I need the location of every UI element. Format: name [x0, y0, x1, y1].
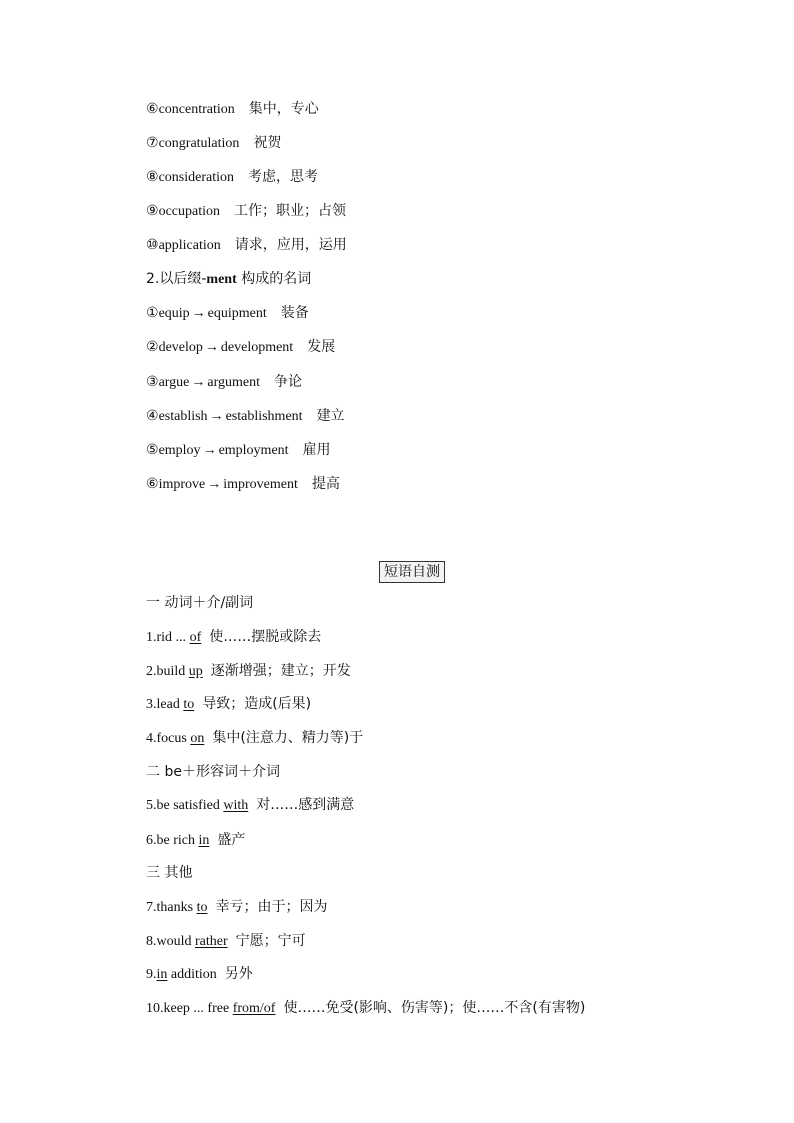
verb: equip — [158, 306, 190, 321]
english-word: concentration — [158, 102, 235, 117]
vocab-item — [146, 372, 302, 393]
item-number: ② — [146, 340, 159, 355]
vocab-item — [146, 201, 346, 222]
phrase-item — [146, 728, 363, 749]
verb: argue — [158, 375, 190, 390]
phrase-answer: rather — [195, 934, 228, 949]
vocab-item — [146, 406, 345, 427]
item-number: ① — [146, 306, 159, 321]
phrase-meaning: 另外 — [224, 966, 253, 982]
arrow-icon: → — [209, 409, 224, 424]
phrase-item — [146, 998, 585, 1019]
item-number: ④ — [146, 409, 159, 424]
verb: employ — [158, 443, 201, 458]
arrow-icon: → — [207, 477, 222, 492]
phrase-answer: to — [183, 697, 195, 712]
heading-suffix: ment — [206, 272, 237, 287]
english-word: consideration — [158, 170, 234, 185]
phrase-text: 1.rid ... — [146, 630, 190, 645]
arrow-icon: → — [191, 306, 206, 321]
noun: equipment — [207, 306, 267, 321]
phrase-text: 2.build — [146, 664, 189, 679]
chinese-meaning: 争论 — [274, 374, 303, 390]
arrow-icon: → — [191, 375, 206, 390]
arrow-icon: → — [204, 340, 219, 355]
phrase-answer: on — [190, 731, 205, 746]
chinese-meaning: 建立 — [316, 408, 345, 424]
arrow-icon: → — [202, 443, 217, 458]
phrase-item — [146, 931, 306, 952]
noun: development — [220, 340, 294, 355]
phrase-text: 6.be rich — [146, 833, 199, 848]
noun: employment — [218, 443, 289, 458]
heading-prefix: 2.以后缀- — [146, 271, 207, 287]
item-number: ⑩ — [146, 238, 159, 253]
chinese-meaning: 提高 — [311, 476, 340, 492]
phrase-text: 4.focus — [146, 731, 191, 746]
vocab-item — [146, 303, 309, 324]
group-title: 一 动词＋介/副词 — [146, 595, 254, 611]
phrase-answer: in — [156, 967, 168, 982]
item-number: ⑧ — [146, 170, 159, 185]
english-word: congratulation — [158, 136, 240, 151]
phrase-answer: with — [223, 798, 249, 813]
chinese-meaning: 工作；职业；占领 — [233, 203, 346, 219]
item-number: ⑥ — [146, 477, 159, 492]
vocab-item — [146, 440, 331, 461]
chinese-meaning: 发展 — [307, 339, 336, 355]
phrase-answer: to — [196, 900, 208, 915]
phrase-meaning: 盛产 — [217, 832, 246, 848]
phrase-text: 5.be satisfied — [146, 798, 224, 813]
verb: establish — [158, 409, 208, 424]
phrase-item — [146, 661, 351, 682]
verb: develop — [158, 340, 203, 355]
phrase-meaning: 使……摆脱或除去 — [209, 629, 322, 645]
item-number: ⑦ — [146, 136, 159, 151]
noun: establishment — [225, 409, 303, 424]
phrase-item — [146, 830, 245, 851]
vocab-item — [146, 99, 319, 120]
noun: improvement — [223, 477, 298, 492]
chinese-meaning: 祝贺 — [253, 135, 282, 151]
heading-rest: 构成的名词 — [236, 271, 312, 287]
chinese-meaning: 雇用 — [302, 442, 331, 458]
chinese-meaning: 集中，专心 — [248, 101, 319, 117]
phrase-meaning: 使……免受(影响、伤害等)；使……不含(有害物) — [283, 1000, 586, 1016]
chinese-meaning: 请求，应用，运用 — [234, 237, 347, 253]
phrase-answer: in — [198, 833, 210, 848]
phrase-item — [146, 795, 354, 816]
phrase-text: 3.lead — [146, 697, 184, 712]
vocab-item — [146, 235, 347, 256]
phrase-text: 7.thanks — [146, 900, 197, 915]
phrase-answer: up — [188, 664, 203, 679]
phrase-meaning: 集中(注意力、精力等)于 — [212, 730, 364, 746]
phrase-text: 8.would — [146, 934, 195, 949]
phrase-item — [146, 627, 321, 648]
chinese-meaning: 装备 — [280, 305, 309, 321]
item-number: ③ — [146, 375, 159, 390]
noun: argument — [207, 375, 261, 390]
vocab-item — [146, 337, 335, 358]
vocab-item — [146, 167, 318, 188]
group-title: 二 be＋形容词＋介词 — [146, 764, 280, 780]
section-title-box: 短语自测 — [379, 561, 445, 583]
vocab-item — [146, 474, 340, 495]
vocab-item — [146, 133, 281, 154]
verb: improve — [158, 477, 206, 492]
phrase-item — [146, 897, 327, 918]
section-heading-ment — [146, 269, 311, 290]
phrase-answer: of — [189, 630, 202, 645]
phrase-item — [146, 694, 311, 715]
phrase-meaning: 导致；造成(后果) — [202, 696, 312, 712]
english-word: application — [158, 238, 221, 253]
phrase-item — [146, 964, 253, 985]
phrase-meaning: 幸亏；由于；因为 — [215, 899, 328, 915]
phrase-meaning: 宁愿；宁可 — [235, 933, 306, 949]
phrase-text: 10.keep ... free — [146, 1001, 233, 1016]
item-number: ⑨ — [146, 204, 159, 219]
group-title: 三 其他 — [146, 865, 193, 881]
chinese-meaning: 考虑，思考 — [247, 169, 318, 185]
item-number: ⑤ — [146, 443, 159, 458]
item-number: ⑥ — [146, 102, 159, 117]
phrase-meaning: 对……感到满意 — [256, 797, 355, 813]
phrase-text: 9. — [146, 967, 157, 982]
phrase-answer: from/of — [232, 1001, 276, 1016]
phrase-text-after: addition — [167, 967, 217, 982]
phrase-meaning: 逐渐增强；建立；开发 — [210, 663, 351, 679]
english-word: occupation — [158, 204, 220, 219]
